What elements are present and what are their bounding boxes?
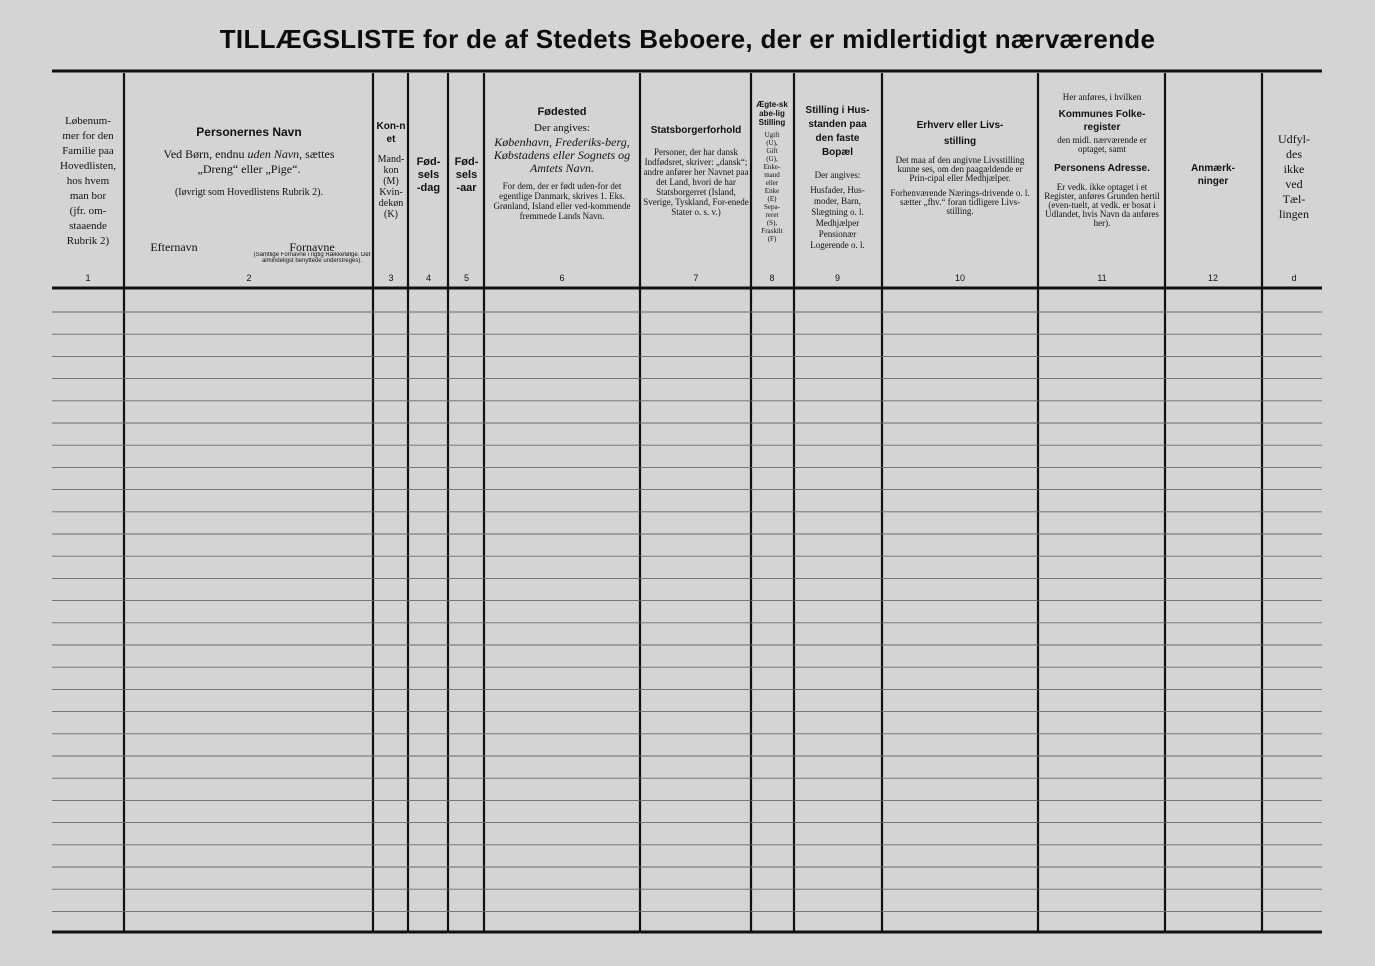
firstname-label: Fornavne (289, 240, 335, 254)
cold-header (1264, 132, 1324, 222)
col1-line: Familie paa (62, 145, 114, 157)
col1-header (52, 114, 124, 249)
cold-line: ved (1285, 177, 1303, 191)
col1-line: Løbenum- (65, 115, 111, 127)
col-number: 2 (246, 273, 252, 283)
col8-line: Gift (766, 147, 778, 155)
col-number: 7 (693, 273, 699, 283)
col9-line: Slægtning o. l. (811, 207, 864, 217)
col6-sub2: København, Frederiks-berg, Købstadens eller Sognets og Amtets Navn. (493, 135, 631, 175)
col4-header (410, 156, 447, 195)
col-number: 8 (769, 273, 775, 283)
col11-heading2: Personens Adresse. (1054, 163, 1150, 174)
cold-line: ikke (1283, 162, 1305, 176)
col8-line: Enke- (763, 163, 781, 171)
col9-line: Pensionær (818, 229, 857, 239)
col12-header (1166, 162, 1260, 188)
col10-header (884, 118, 1036, 216)
surname-label: Efternavn (150, 240, 198, 254)
col8-line: mand (764, 171, 780, 179)
col6-heading: Fødested (537, 106, 587, 118)
col11-heading: Kommunes Folke-register (1058, 109, 1146, 133)
col6-sub3: For dem, der er født uden-for det egentlige Danmark, skrives 1. Eks. Grønland, Island eller ved-kommende fremmede Lands Navn. (493, 181, 631, 221)
col3-line: kon (383, 165, 399, 176)
col9-header (795, 104, 880, 251)
col-number: 3 (388, 273, 394, 283)
col4-heading: Fød-sels-dag (416, 156, 441, 194)
col10-body2: Forhenværende Nærings-drivende o. l. sætter „fhv.“ foran tidligere Livs-stilling. (890, 188, 1030, 216)
col5-header (450, 156, 483, 195)
col8-line: (U), (766, 139, 778, 147)
col6-header (486, 106, 638, 221)
form-title: TILLÆGSLISTE for de af Stedets Beboere, der er midlertidigt nærværende (219, 24, 1156, 54)
col8-line: Fraskilt (761, 227, 783, 235)
col3-heading: Kon-net (376, 121, 406, 145)
col9-line: Der angives: (814, 170, 861, 180)
col-number: 5 (463, 273, 469, 283)
col2-sub2: „Dreng“ eller „Pige“. (197, 162, 301, 176)
col-number: d (1291, 273, 1297, 283)
col10-body1: Det maa af den angivne Livsstilling kunne ses, om den paagældende er Prin-cipal eller Medhjælper. (895, 155, 1025, 183)
col2-sub1: Ved Børn, endnu (163, 147, 245, 161)
col7-body: Personer, der har dansk Indfødsret, skriver: „dansk“; andre anfører her Navnet paa det Land, hvori de har Statsborgerret (Island, Sverige, Tyskland, For-enede Stater o. s. v.) (643, 147, 749, 217)
col8-line: (F) (767, 235, 777, 243)
col11-mid: den midl. nærværende er optaget, samt (1057, 135, 1147, 154)
col3-line: (M) (383, 176, 399, 187)
col8-line: (G), (766, 155, 778, 163)
col-number: 6 (559, 273, 565, 283)
col7-heading: Statsborgerforhold (650, 125, 742, 136)
col3-line: Kvin- (379, 187, 403, 198)
firstname-note: (Samtlige Fornavne i rigtig Rækkefølge. Det almindeligst benyttede understreges). (253, 252, 371, 264)
col2-heading: Personernes Navn (196, 126, 302, 139)
cold-line: des (1286, 147, 1302, 161)
col9-line: Medhjælper (815, 218, 860, 228)
col-number: 10 (954, 273, 965, 283)
col2-sub1-end: sættes (305, 147, 335, 161)
col1-line: hos hvem (66, 175, 110, 187)
col12-heading: Anmærk-ninger (1191, 163, 1235, 187)
col11-body: Er vedk. ikke optaget i et Register, anføres Grunden hertil (even-tuelt, at vedk. er bosat i Udlandet, hvis Navn da anføres her). (1044, 182, 1160, 228)
col7-header (642, 124, 750, 217)
col2-header (126, 126, 372, 200)
col1-line: mer for den (62, 130, 114, 142)
col-number: 12 (1207, 273, 1218, 283)
cold-line: Tæl- (1282, 192, 1306, 206)
col6-sub1: Der angives: (534, 122, 590, 134)
col-number: 9 (834, 273, 840, 283)
col8-line: reret (765, 211, 779, 219)
col1-line: man bor (69, 190, 107, 202)
col1-line: Hovedlisten, (60, 160, 116, 172)
col2-sub3: (Iøvrigt som Hovedlistens Rubrik 2). (174, 187, 324, 198)
col5-heading: Fød-sels-aar (454, 156, 479, 194)
cold-line: lingen (1279, 207, 1309, 221)
col1-line: Rubrik 2) (66, 235, 110, 247)
col11-pre: Her anføres, i hvilken (1062, 93, 1142, 102)
col3-line: (K) (384, 209, 398, 220)
row-lines (52, 312, 1322, 911)
col1-line: staaende (69, 220, 107, 232)
col9-line: Husfader, Hus- (810, 185, 865, 195)
col11-header (1040, 93, 1164, 228)
col10-heading: Erhverv eller Livs-stilling (916, 120, 1004, 147)
col8-header (752, 100, 792, 243)
col2-sub1-italic: uden Navn, (247, 147, 303, 161)
col9-line: moder, Barn, (814, 196, 861, 206)
col8-heading: Ægte-skabe-lig Stilling (756, 100, 788, 127)
col8-line: eller (765, 179, 779, 187)
col-number: 11 (1097, 273, 1107, 283)
col8-line: Ugift (764, 131, 780, 139)
col-number: 1 (85, 273, 91, 283)
col-number: 4 (425, 273, 431, 283)
col3-line: Mand- (377, 154, 405, 165)
col3-header (375, 120, 407, 220)
col9-heading: Stilling i Hus-standen paa den faste Bopæl (805, 105, 870, 158)
col3-line: dekøn (378, 198, 404, 209)
col9-line: Logerende o. l. (810, 240, 865, 250)
col8-line: (S), (766, 219, 778, 227)
col1-line: (jfr. om- (69, 205, 107, 217)
cold-line: Udfyl- (1278, 132, 1310, 146)
col8-line: (E) (767, 195, 777, 203)
col8-line: Sepa- (764, 203, 780, 211)
col8-line: Enke (764, 187, 780, 195)
